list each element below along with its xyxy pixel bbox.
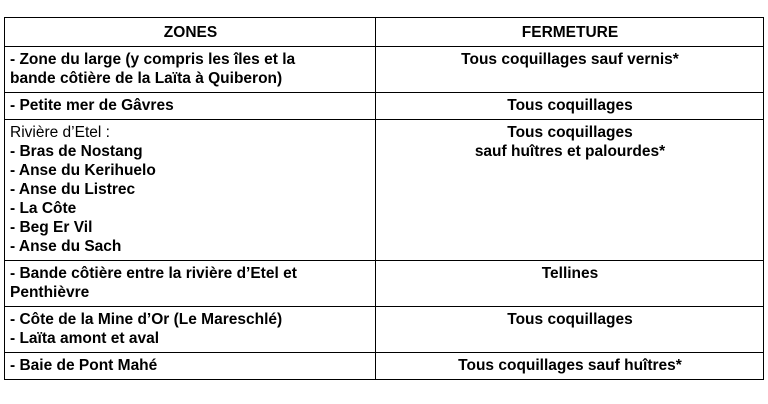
header-zones: ZONES [5, 18, 376, 47]
zone-cell [5, 93, 376, 120]
fermeture-line: Tous coquillages sauf vernis* [461, 51, 679, 68]
zone-line: - Anse du Sach [10, 238, 122, 255]
fermeture-line: Tellines [541, 265, 599, 282]
header-fermeture: FERMETURE [376, 18, 764, 47]
fermeture-line: Tous coquillages [507, 97, 633, 114]
zone-cell [5, 307, 376, 353]
zone-line: - La Côte [10, 200, 77, 217]
fermeture-cell [376, 93, 764, 120]
zone-line: - Petite mer de Gâvres [10, 97, 174, 114]
zone-line: - Anse du Listrec [10, 181, 136, 198]
zone-line: - Baie de Pont Mahé [10, 357, 158, 374]
zone-line: - Laïta amont et aval [10, 330, 160, 347]
zone-line: - Bande côtière entre la rivière d’Etel et [10, 265, 297, 282]
zone-cell [5, 353, 376, 380]
zone-line: bande côtière de la Laïta à Quiberon) [10, 70, 283, 87]
table-row [5, 47, 764, 93]
fermeture-cell [376, 307, 764, 353]
zone-line: Penthièvre [10, 284, 90, 301]
zone-cell [5, 261, 376, 307]
table-row [5, 93, 764, 120]
fermeture-cell [376, 261, 764, 307]
table-row [5, 307, 764, 353]
zone-line: - Bras de Nostang [10, 143, 143, 160]
zone-line: - Beg Er Vil [10, 219, 93, 236]
table-row [5, 261, 764, 307]
fermeture-cell [376, 47, 764, 93]
table-row [5, 120, 764, 261]
zone-cell [5, 47, 376, 93]
zone-line: - Zone du large (y compris les îles et la [10, 51, 296, 68]
closure-table [4, 17, 764, 380]
header-row [5, 18, 764, 47]
zone-line: - Côte de la Mine d’Or (Le Mareschlé) [10, 311, 283, 328]
fermeture-cell [376, 120, 764, 261]
fermeture-line: Tous coquillages sauf huîtres* [458, 357, 682, 374]
fermeture-line: Tous coquillages [507, 311, 633, 328]
zone-line: - Anse du Kerihuelo [10, 162, 156, 179]
fermeture-line: Tous coquillages [507, 124, 633, 141]
fermeture-cell [376, 353, 764, 380]
zone-cell [5, 120, 376, 261]
table-row [5, 353, 764, 380]
fermeture-line: sauf huîtres et palourdes* [474, 143, 666, 160]
zone-intro: Rivière d’Etel : [10, 124, 110, 141]
